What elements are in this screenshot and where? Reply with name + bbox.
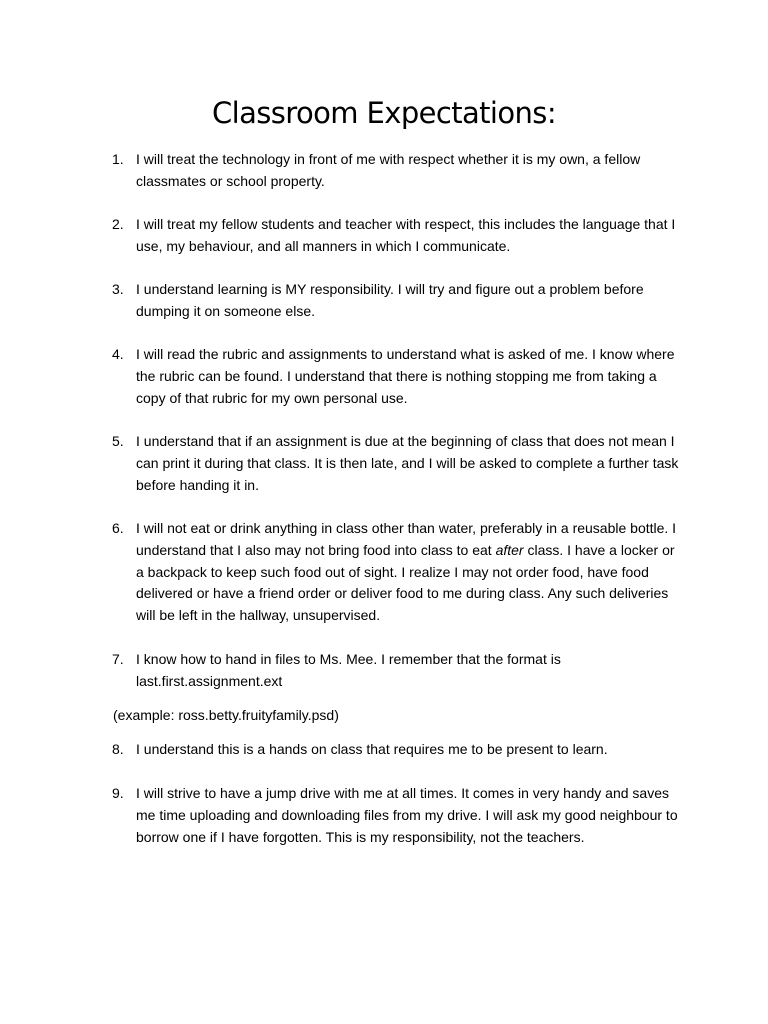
list-item-text: I understand learning is MY responsibility. I will try and figure out a problem before dumping it on someone else. — [136, 281, 644, 319]
list-item — [112, 279, 682, 323]
list-item — [112, 214, 682, 258]
list-item-text: I understand that if an assignment is due at the beginning of class that does not mean I can print it during that class. It is then late, and I will be asked to complete a further task before handing it in. — [136, 433, 679, 493]
list-item-number: 8. — [112, 741, 124, 757]
list-item — [112, 649, 682, 693]
list-item-text: I know how to hand in files to Ms. Mee. I remember that the format is last.first.assignment.ext — [136, 651, 561, 689]
list-item — [112, 344, 682, 409]
list-item-text — [136, 518, 682, 627]
list-item-number: 2. — [112, 216, 124, 232]
list-item-number: 9. — [112, 785, 124, 801]
example-note: (example: ross.betty.fruityfamily.psd) — [113, 707, 339, 723]
list-item — [112, 739, 682, 761]
document-title: Classroom Expectations: — [212, 96, 556, 130]
list-item-text-part: I will not eat or drink anything in class other than water, preferably in a reusable bottle. I understand that I also may not bring food into class to eat — [136, 520, 677, 558]
list-item-number: 3. — [112, 281, 124, 297]
list-item — [112, 518, 682, 627]
list-item-text: I will strive to have a jump drive with me at all times. It comes in very handy and saves me time uploading and downloading files from my drive. I will ask my good neighbour to borrow one if I have forgotten. This is my responsibility, not the teachers. — [136, 785, 678, 845]
list-item-number: 5. — [112, 433, 124, 449]
list-item-text: I will read the rubric and assignments to understand what is asked of me. I know where the rubric can be found. I understand that there is nothing stopping me from taking a copy of that rubric for my own personal use. — [136, 346, 675, 406]
list-item — [112, 783, 682, 848]
list-item-text: I will treat the technology in front of me with respect whether it is my own, a fellow classmates or school property. — [136, 151, 641, 189]
list-item-text: I will treat my fellow students and teacher with respect, this includes the language that I use, my behaviour, and all manners in which I communicate. — [136, 216, 676, 254]
list-item-number: 6. — [112, 520, 124, 536]
list-item-number: 7. — [112, 651, 124, 667]
list-item — [112, 149, 682, 193]
list-item-number: 4. — [112, 346, 124, 362]
list-item-text-part: class. I have a locker or a backpack to keep such food out of sight. I realize I may not order food, have food delivered or have a friend order or deliver food to me during class. Any such deliveries will be left in the hallway, unsupervised. — [136, 541, 675, 624]
list-item-number: 1. — [112, 151, 124, 167]
list-item-text: I understand this is a hands on class that requires me to be present to learn. — [136, 741, 608, 757]
emphasis-text: after — [495, 541, 524, 558]
list-item — [112, 431, 682, 496]
